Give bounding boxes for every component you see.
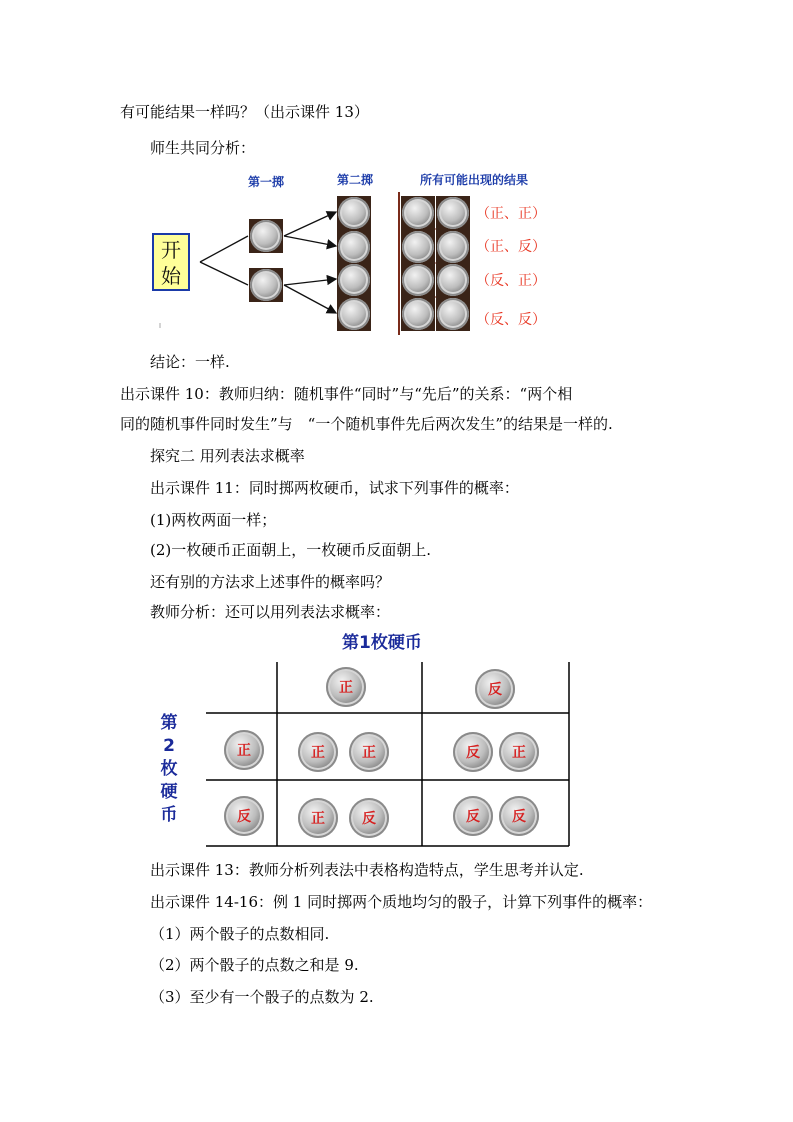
coin-label: 反	[466, 809, 480, 825]
text-line-2: 师生共同分析：	[150, 139, 256, 157]
cell-coin	[298, 732, 338, 772]
table-title: 第1枚硬币	[342, 633, 422, 653]
text-line-1: 有可能结果一样吗？（出示课件 13）	[120, 103, 369, 121]
cell-coin	[453, 796, 493, 836]
coin-label: 反	[362, 811, 376, 827]
outcome-label-3: （反、正）	[476, 273, 546, 289]
coin-label: 正	[339, 680, 353, 696]
tree-header-results: 所有可能出现的结果	[420, 173, 529, 187]
text-line-4: 出示课件 10：教师归纳：随机事件“同时”与“先后”的关系：“两个相	[120, 385, 573, 403]
text-line-16: （3）至少有一个骰子的点数为 2.	[150, 988, 374, 1006]
col-head-coin-heads	[326, 667, 366, 707]
text-line-11: 教师分析：还可以用列表法求概率：	[150, 603, 391, 621]
text-line-7: 出示课件 11：同时掷两枚硬币，试求下列事件的概率：	[150, 479, 519, 497]
text-line-8: (1)两枚两面一样；	[150, 511, 277, 529]
row-head-coin-heads	[224, 730, 264, 770]
coin-label: 正	[512, 745, 526, 761]
cell-coin	[499, 796, 539, 836]
text-line-3: 结论：一样.	[150, 353, 230, 371]
outcome-label-4: （反、反）	[476, 312, 546, 328]
text-line-15: （2）两个骰子的点数之和是 9.	[150, 956, 359, 974]
cell-coin	[499, 732, 539, 772]
text-line-6: 探究二 用列表法求概率	[150, 447, 305, 465]
coin-label: 反	[466, 745, 480, 761]
coin-label: 正	[311, 745, 325, 761]
row-head-coin-tails	[224, 796, 264, 836]
coin-label: 反	[237, 809, 251, 825]
text-line-5: 同的随机事件同时发生”与 “一个随机事件先后两次发生”的结果是一样的.	[120, 415, 613, 433]
outcome-label-2: （正、反）	[476, 239, 546, 255]
outcome-label-1: （正、正）	[476, 206, 546, 222]
text-line-14: （1）两个骰子的点数相同.	[150, 925, 330, 943]
tree-start-label: 开始	[161, 238, 181, 288]
text-line-10: 还有别的方法求上述事件的概率吗？	[150, 573, 391, 591]
cell-coin	[298, 798, 338, 838]
coin-label: 正	[362, 745, 376, 761]
table-row-label: 第2枚硬币	[160, 713, 178, 825]
coin-label: 正	[237, 743, 251, 759]
tree-header-first: 第一掷	[248, 175, 285, 189]
cell-coin	[349, 732, 389, 772]
col-head-coin-tails	[475, 669, 515, 709]
tree-header-second: 第二掷	[337, 173, 374, 187]
cell-coin	[349, 798, 389, 838]
text-line-9: (2)一枚硬币正面朝上，一枚硬币反面朝上.	[150, 541, 432, 559]
coin-label: 反	[512, 809, 526, 825]
coin-label: 正	[311, 811, 325, 827]
text-line-13: 出示课件 14-16：例 1 同时掷两个质地均匀的骰子，计算下列事件的概率：	[150, 893, 653, 911]
text-line-12: 出示课件 13：教师分析列表法中表格构造特点，学生思考并认定.	[150, 861, 584, 879]
cell-coin	[453, 732, 493, 772]
coin-label: 反	[488, 682, 502, 698]
